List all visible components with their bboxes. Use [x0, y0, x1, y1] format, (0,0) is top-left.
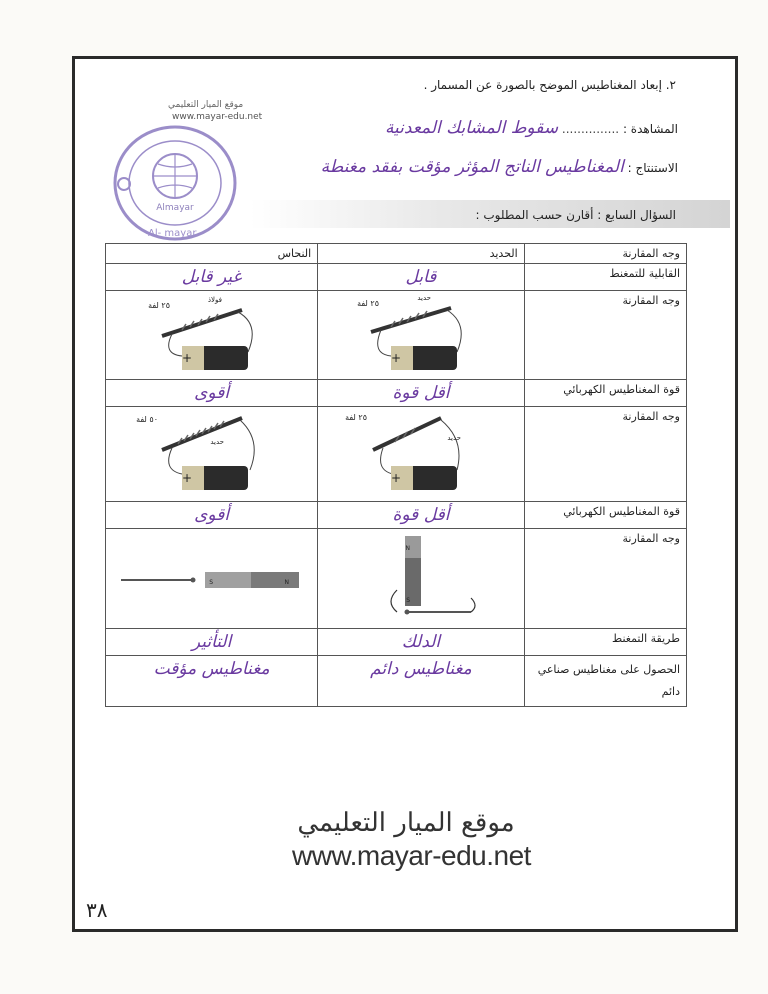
row-label: وجه المقارنة: [524, 407, 686, 502]
magnet-induction-illustration: [117, 532, 307, 624]
table-row: [106, 380, 687, 407]
electromagnet-battery-illustration: [147, 294, 272, 376]
answer-cell: أقوى: [106, 502, 318, 529]
answer-cell: مغناطيس مؤقت: [106, 656, 318, 707]
svg-text:+: +: [390, 471, 401, 485]
svg-text:٥٠ لفة: ٥٠ لفة: [135, 415, 158, 424]
conclusion-label: الاستنتاج :: [627, 161, 678, 175]
magnet-stroking-illustration: [361, 532, 481, 624]
answer-cell: الدلك: [318, 629, 525, 656]
institution-stamp: [108, 118, 242, 244]
row-label: قوة المغناطيس الكهربائي: [524, 380, 686, 407]
observation-line: [248, 118, 678, 138]
header-col1: الحديد: [318, 244, 525, 264]
row-label: القابلية للتمغنط: [524, 264, 686, 291]
table-row: [106, 264, 687, 291]
answer-cell: أقوى: [106, 380, 318, 407]
svg-text:N: N: [405, 545, 410, 552]
svg-text:حديد: حديد: [447, 434, 461, 442]
svg-text:حديد: حديد: [417, 294, 431, 302]
row-label: طريقة التمغنط: [524, 629, 686, 656]
answer-cell: غير قابل: [106, 264, 318, 291]
stroking-figure-cell: [318, 529, 525, 629]
svg-text:+: +: [181, 471, 192, 485]
svg-text:٢٥ لفة: ٢٥ لفة: [345, 413, 367, 422]
electromagnet-figure-cell: [318, 407, 525, 502]
svg-text:+: +: [181, 351, 192, 365]
svg-text:N: N: [284, 579, 289, 586]
electromagnet-figure-cell: [106, 291, 318, 380]
stamp-top-text: موقع الميار التعليمي: [168, 100, 244, 110]
conclusion-answer: المغناطيس الناتج المؤثر مؤقت بفقد مغنطة: [320, 157, 624, 177]
header-col2: النحاس: [106, 244, 318, 264]
answer-cell: أقل قوة: [318, 380, 525, 407]
electromagnet-figure-cell: [318, 291, 525, 380]
svg-text:٢٥ لفة: ٢٥ لفة: [147, 301, 170, 310]
row-label: وجه المقارنة: [524, 291, 686, 380]
stamp-center-text: Almayar: [156, 203, 194, 213]
row-label: قوة المغناطيس الكهربائي: [524, 502, 686, 529]
answer-cell: قابل: [318, 264, 525, 291]
stamp-url: www.mayar-edu.net: [172, 112, 263, 122]
page-number: ٣٨: [86, 898, 108, 922]
svg-text:٢٥ لفة: ٢٥ لفة: [357, 299, 379, 308]
section-title: السؤال السابع : أقارن حسب المطلوب :: [475, 208, 676, 222]
electromagnet-battery-illustration: [357, 294, 481, 376]
observation-answer: سقوط المشابك المعدنية: [384, 118, 559, 138]
electromagnet-battery-illustration: [345, 410, 481, 496]
footer-site-name: موقع الميار التعليمي: [297, 808, 515, 838]
answer-cell: مغناطيس دائم: [318, 656, 525, 707]
induction-figure-cell: [106, 529, 318, 629]
observation-label: المشاهدة :: [622, 122, 678, 136]
table-header-row: [106, 244, 687, 264]
svg-text:فولاذ: فولاذ: [207, 296, 222, 304]
footer-url: www.mayar-edu.net: [292, 840, 531, 871]
table-row: [106, 291, 687, 380]
table-row: [106, 629, 687, 656]
conclusion-line: [248, 157, 678, 177]
stamp-ring-text: Al- mayar: [148, 228, 197, 239]
answer-cell: التأثير: [106, 629, 318, 656]
svg-text:حديد: حديد: [209, 438, 224, 446]
row-label: وجه المقارنة: [524, 529, 686, 629]
row-label: الحصول على مغناطيس صناعي دائم: [524, 656, 686, 707]
electromagnet-battery-illustration: [135, 410, 272, 496]
observation-dots: ...............: [561, 122, 620, 136]
header-label: وجه المقارنة: [524, 244, 686, 264]
electromagnet-figure-cell: [106, 407, 318, 502]
table-row: [106, 656, 687, 707]
table-row: [106, 407, 687, 502]
table-row: [106, 529, 687, 629]
svg-text:+: +: [390, 351, 401, 365]
svg-text:S: S: [208, 579, 213, 586]
question-text: ٢. إبعاد المغناطيس الموضح بالصورة عن المسمار .: [423, 78, 676, 92]
svg-text:S: S: [406, 597, 410, 604]
comparison-table: [105, 243, 687, 707]
answer-cell: أقل قوة: [318, 502, 525, 529]
table-row: [106, 502, 687, 529]
